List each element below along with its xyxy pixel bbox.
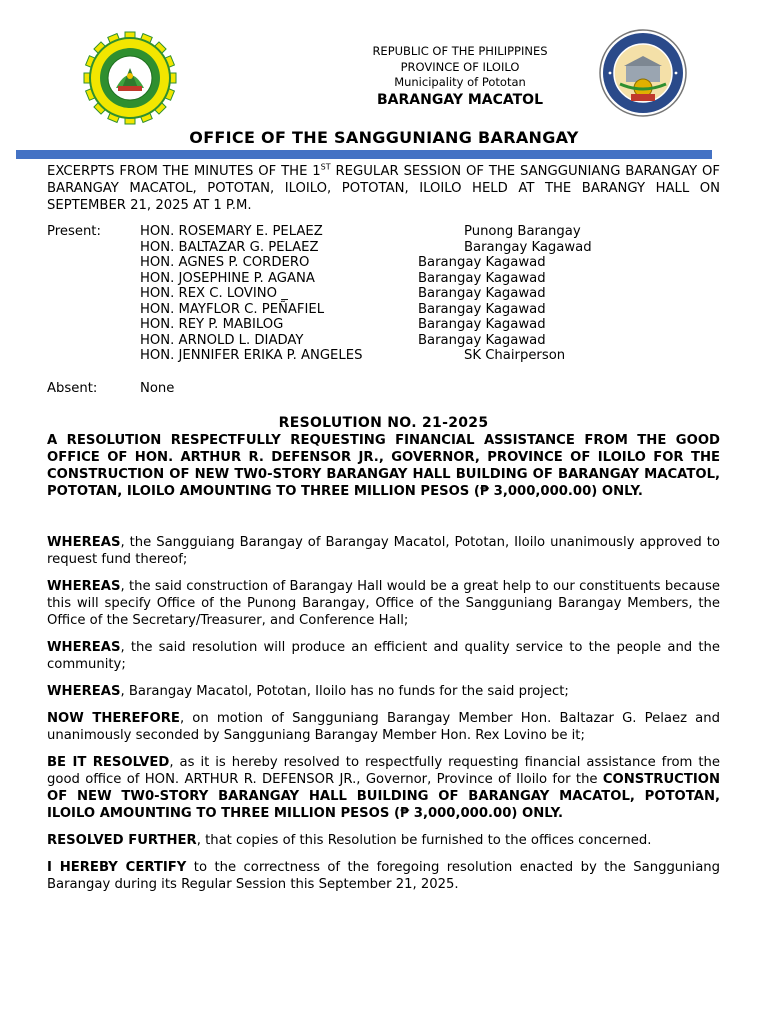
- member-name: HON. ARNOLD L. DIADAY: [140, 332, 304, 348]
- be-it-resolved-paragraph: [47, 754, 720, 822]
- pototan-municipal-seal: [80, 28, 180, 128]
- member-position: SK Chairperson: [464, 348, 566, 363]
- member-name: HON. AGNES P. CORDERO: [140, 255, 310, 270]
- attendance-row: [47, 317, 720, 333]
- paragraph-text: , that copies of this Resolution be furnished to the offices concerned.: [196, 832, 652, 848]
- resolved-further-paragraph: [47, 832, 720, 849]
- barangay-line: BARANGAY MACATOL: [377, 91, 543, 108]
- whereas-paragraph: [47, 639, 720, 673]
- paragraph-lead: RESOLVED FURTHER: [47, 832, 197, 848]
- excerpt-text-continued: REGULAR SESSION OF THE SANGGUNIANG BARANGAY OF BARANGAY MACATOL, POTOTAN, ILOILO, POTOTAN, ILOILO HELD AT THE BARANGY HALL ON SEPTEMBER 21, 2025 AT 1 P.M.: [47, 164, 720, 213]
- paragraph-lead: NOW THEREFORE: [47, 710, 180, 726]
- attendance-row: [47, 333, 720, 349]
- whereas-paragraph: [47, 534, 720, 568]
- attendance-row: [47, 286, 720, 302]
- member-name: HON. REY P. MABILOG: [140, 317, 284, 332]
- member-position: Barangay Kagawad: [418, 270, 546, 286]
- resolution-number: RESOLUTION NO. 21-2025: [278, 414, 489, 431]
- paragraph-lead: BE IT RESOLVED: [47, 754, 170, 770]
- member-position: Barangay Kagawad: [418, 301, 546, 317]
- whereas-paragraph: [47, 683, 720, 700]
- member-name: HON. BALTAZAR G. PELAEZ: [140, 239, 319, 255]
- resolution-title: A RESOLUTION RESPECTFULLY REQUESTING FINANCIAL ASSISTANCE FROM THE GOOD OFFICE OF HON. ARTHUR R. DEFENSOR JR., GOVERNOR, PROVINCE OF ILOILO FOR THE CONSTRUCTION OF NEW TW0-STORY BARANGAY HALL BUILDING OF BARANGAY MACATOL, POTOTAN, ILOILO AMOUNTING TO THREE MILLION PESOS (₱ 3,000,000.00) ONLY.: [47, 432, 720, 499]
- paragraph-bold-tail: CONSTRUCTION OF NEW TW0-STORY BARANGAY HALL BUILDING OF BARANGAY MACATOL, POTOTAN, ILOILO AMOUNTING TO THREE MILLION PESOS (₱ 3,000,000.00) ONLY.: [47, 771, 720, 821]
- paragraph-text: , as it is hereby resolved to respectfully requesting financial assistance from the good office of HON. ARTHUR R. DEFENSOR JR., Governor, Province of Iloilo for the: [47, 754, 720, 787]
- paragraph-lead: WHEREAS: [47, 534, 121, 550]
- attendance-row: [47, 271, 720, 287]
- attendance-list: [47, 224, 720, 364]
- paragraph-text: , Barangay Macatol, Pototan, Iloilo has no funds for the said project;: [120, 683, 569, 699]
- now-therefore-paragraph: [47, 710, 720, 744]
- whereas-paragraph: [47, 578, 720, 629]
- office-title: OFFICE OF THE SANGGUNIANG BARANGAY: [189, 128, 579, 147]
- absent-row: [47, 380, 720, 397]
- member-position: Barangay Kagawad: [418, 317, 546, 332]
- certification-paragraph: [47, 859, 720, 893]
- ordinal-suffix: ST: [320, 162, 331, 172]
- member-name: HON. JENNIFER ERIKA P. ANGELES: [140, 348, 363, 363]
- attendance-row: [47, 255, 720, 271]
- member-position: Punong Barangay: [464, 224, 581, 239]
- header-divider: [16, 150, 712, 159]
- letterhead: [300, 44, 620, 110]
- paragraph-text: , the said resolution will produce an efficient and quality service to the people and the community;: [47, 639, 720, 672]
- member-position: Barangay Kagawad: [418, 286, 546, 301]
- member-name: HON. JOSEPHINE P. AGANA: [140, 270, 315, 286]
- paragraph-text: , on motion of Sangguniang Barangay Member Hon. Baltazar G. Pelaez and unanimously seconded by Sangguniang Barangay Member Hon. Rex Lovino be it;: [47, 710, 720, 743]
- member-position: Barangay Kagawad: [418, 332, 546, 348]
- member-position: Barangay Kagawad: [418, 255, 546, 270]
- paragraph-text: , the Sangguiang Barangay of Barangay Macatol, Pototan, Iloilo unanimously approved to request fund thereof;: [47, 534, 720, 567]
- member-name: HON. MAYFLOR C. PEÑAFIEL: [140, 301, 325, 317]
- republic-line: REPUBLIC OF THE PHILIPPINES: [372, 44, 548, 58]
- minutes-excerpt: [47, 163, 720, 214]
- member-name: HON. ROSEMARY E. PELAEZ: [140, 224, 323, 239]
- absent-label: Absent:: [47, 380, 98, 396]
- excerpt-text: EXCERPTS FROM THE MINUTES OF THE 1: [47, 164, 321, 179]
- paragraph-lead: WHEREAS: [47, 683, 121, 699]
- present-label: Present:: [47, 224, 101, 239]
- paragraph-lead: WHEREAS: [47, 639, 121, 655]
- paragraph-text: to the correctness of the foregoing resolution enacted by the Sangguniang Barangay during its Regular Session this September 21, 2025.: [47, 859, 721, 892]
- document-body: [47, 163, 720, 893]
- attendance-row: [47, 224, 720, 240]
- absent-value: None: [140, 380, 175, 396]
- member-name: HON. REX C. LOVINO _: [140, 286, 288, 301]
- province-line: PROVINCE OF ILOILO: [400, 59, 520, 74]
- paragraph-lead: I HEREBY CERTIFY: [47, 859, 187, 875]
- member-position: Barangay Kagawad: [464, 239, 592, 255]
- paragraph-text: , the said construction of Barangay Hall would be a great help to our constituents because this will specify Office of the Punong Barangay, Office of the Sangguniang Barangay Members, the Office of the Secretary/Treasurer, and Conference Hall;: [47, 578, 720, 628]
- attendance-row: [47, 348, 720, 364]
- attendance-row: [47, 302, 720, 318]
- attendance-row: [47, 240, 720, 256]
- municipality-line: Municipality of Pototan: [394, 75, 526, 89]
- paragraph-lead: WHEREAS: [47, 578, 121, 594]
